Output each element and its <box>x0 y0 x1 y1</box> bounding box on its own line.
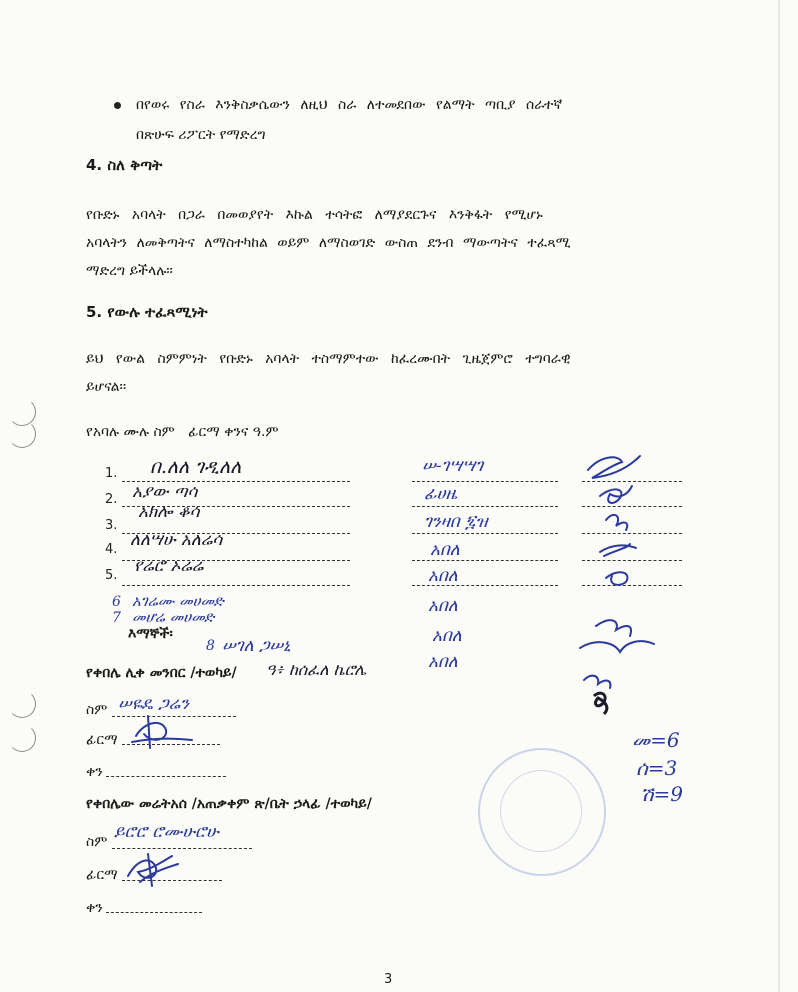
signature-1 <box>588 456 640 478</box>
section4-line1: የቡድኑ አባላት በጋራ በመወያየት እኩል ተሳትፎ ለማያደርጉና እንቅፋት የሚሆኑ <box>86 207 543 223</box>
member-name: ለለሣሁ አለሬሳ <box>130 530 223 550</box>
member-date: አበለ <box>428 652 458 672</box>
bullet-dot <box>114 102 121 109</box>
witness-label: እማኞች፡ <box>128 626 173 642</box>
member-date: አበለ <box>430 540 460 560</box>
member-num: 8 <box>206 638 215 654</box>
bullet-text-line1: በየወሩ የስራ እንቅስቃሴውን ለዚህ ስራ ለተመደበው የልማት ጣቢያ ሰራተኛ <box>136 97 563 113</box>
member-name: አገሬሙ መሀመድ <box>132 592 224 610</box>
chair-handwritten-note: ዓ፥ ከሰፈለ ኬሮሌ <box>266 660 367 679</box>
name-line <box>122 585 350 586</box>
extension-title: የቀበሌው መሬትአሰ /አጠቃቀም ጽ/ቤት ኃላፊ /ተወካይ/ <box>86 796 372 812</box>
member-date: አበለ <box>428 596 458 616</box>
chair-title: የቀበሌ ሊቀ መንበር /ተወካይ/ <box>86 665 237 681</box>
chair-date-label: ቀን <box>86 764 103 780</box>
section5-line2: ይሆናል፡፡ <box>86 379 127 395</box>
member-num: 6 <box>112 594 121 610</box>
member-num: 2. <box>105 492 118 507</box>
extension-signature-label: ፊርማ <box>86 867 118 883</box>
member-num: 5. <box>105 568 118 583</box>
extension-name-value: ይሮሮ ሮሙሁሮሁ <box>114 822 219 842</box>
member-signatures <box>570 448 680 718</box>
member-date: አበለ <box>432 626 462 646</box>
member-name: የሬሮ ኦሬሬ <box>134 556 204 576</box>
date-line <box>412 481 558 482</box>
section4-line3: ማድረግ ይችላሉ፡፡ <box>86 263 173 279</box>
extension-date-label: ቀን <box>86 900 103 916</box>
margin-note: ሰ=3 <box>636 756 678 780</box>
chair-signature-label: ፊርማ <box>86 732 118 748</box>
punch-hole-4 <box>8 724 36 752</box>
member-date: አበለ <box>428 566 458 586</box>
signature-8 <box>584 676 610 688</box>
signature-2 <box>600 486 632 503</box>
member-num: 7 <box>112 610 121 626</box>
section5-heading: 5. የውሉ ተፈጻሚነት <box>86 303 208 321</box>
member-name: መሆሬ መሀመድ <box>132 608 215 626</box>
member-date: ገንዛበ ፯ዝ <box>424 512 488 532</box>
member-name: በ.ለለ ገዲለለ <box>150 456 242 478</box>
date-line <box>412 506 558 507</box>
extension-date-line <box>106 912 202 913</box>
signature-7 <box>580 641 654 652</box>
member-num: 1. <box>105 466 118 481</box>
member-num: 3. <box>105 518 118 533</box>
bullet-text-line2: በጽሁፍ ሪፖርት የማድረግ <box>136 127 266 143</box>
member-table-header: የአባሉ ሙሉ ስም ፊርማ ቀንና ዓ.ም <box>86 424 279 440</box>
section4-line2: አባላትን ለመቅጣትና ለማስተካከል ወይም ለማስወገድ ውስጠ ደንብ ማውጣትና ተፈጻሚ <box>86 235 571 251</box>
section4-heading: 4. ስለ ቅጣት <box>86 156 163 174</box>
signature-5 <box>606 572 627 585</box>
margin-note: መ=6 <box>632 728 680 752</box>
page-number: 3 <box>384 972 393 987</box>
date-line <box>412 533 558 534</box>
date-line <box>412 560 558 561</box>
extension-name-line <box>112 848 252 849</box>
signature-3 <box>606 515 627 530</box>
margin-note: ሽ=9 <box>640 782 683 806</box>
member-date: ሠ-ገሣሣገ <box>422 456 484 476</box>
extension-name-label: ስም <box>86 834 108 850</box>
member-date: ፊሀዜ <box>424 484 458 504</box>
punch-hole-2 <box>8 420 36 448</box>
chair-date-line <box>106 776 226 777</box>
signature-6 <box>596 620 631 636</box>
chair-signature <box>126 712 196 752</box>
extension-signature <box>122 852 182 888</box>
member-name: ሠገለ ጋሠኒ <box>222 636 291 656</box>
punch-hole-3 <box>8 690 36 718</box>
section5-line1: ይህ የውል ስምምነት የቡድኑ አባላት ተስማምተው ከፈረሙበት ጊዜጀምሮ ተግባራዊ <box>86 351 571 367</box>
official-stamp-inner-ring <box>500 770 582 852</box>
member-name: አያው ጣሳ <box>132 482 198 502</box>
member-name: አክሎ ቆሳ <box>138 502 200 522</box>
page-edge <box>778 0 780 992</box>
chair-name-value: ሠዬዴ ጋሬን <box>118 694 189 714</box>
member-num: 4. <box>105 542 118 557</box>
chair-name-label: ስም <box>86 702 108 718</box>
signature-4 <box>600 544 636 556</box>
